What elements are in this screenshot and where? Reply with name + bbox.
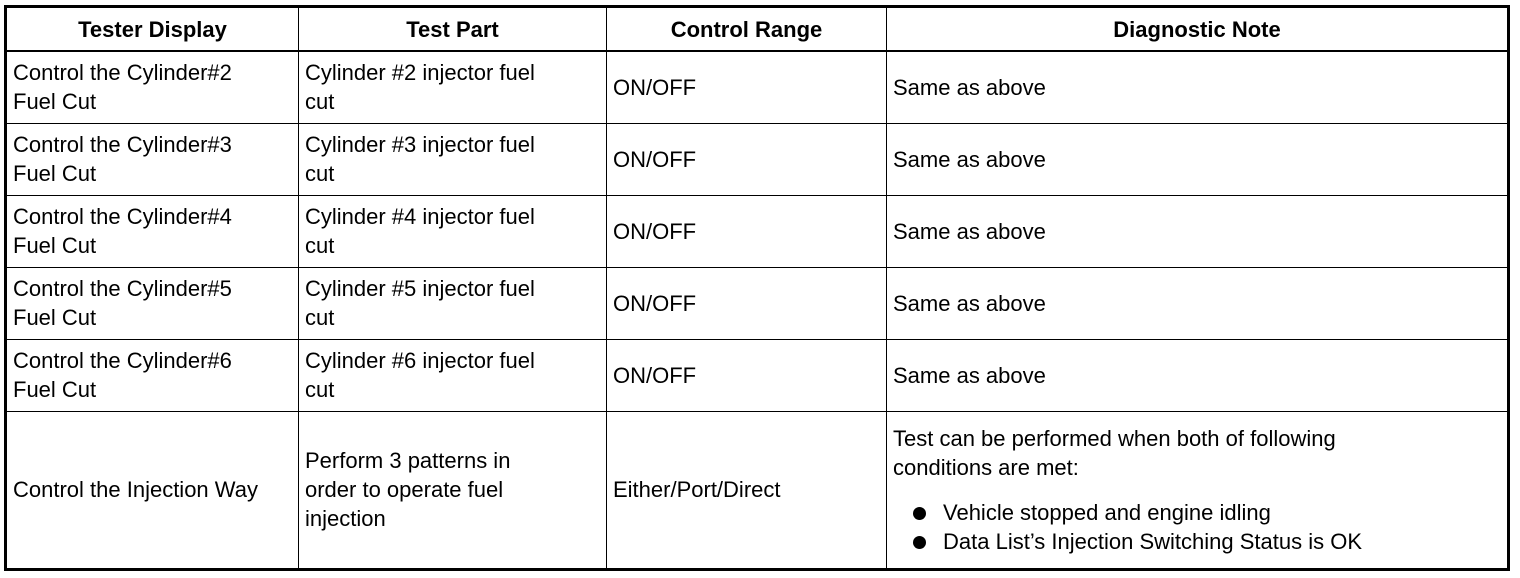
test-part-cell: [299, 195, 607, 267]
tester-display-cell: [6, 339, 299, 411]
active-test-table: [4, 5, 1510, 571]
test-part-line: order to operate fuel: [305, 477, 504, 502]
tester-display-line: Fuel Cut: [13, 305, 97, 330]
control-range-cell: ON/OFF: [607, 195, 887, 267]
diagnostic-note-cell: Same as above: [887, 267, 1509, 339]
list-item: [893, 498, 1501, 527]
test-part-line: cut: [305, 161, 335, 186]
test-part-cell: [299, 123, 607, 195]
test-part-line: Cylinder #3 injector fuel: [305, 132, 535, 157]
test-part-line: Cylinder #5 injector fuel: [305, 276, 535, 301]
diagnostic-note-cell: [887, 411, 1509, 569]
tester-display-line: Fuel Cut: [13, 233, 97, 258]
conditions-list: [893, 498, 1501, 556]
diagnostic-note-cell: Same as above: [887, 339, 1509, 411]
test-part-line: injection: [305, 506, 386, 531]
table-row: [6, 195, 1509, 267]
test-part-line: Cylinder #2 injector fuel: [305, 60, 535, 86]
test-part-line: Perform 3 patterns in: [305, 448, 511, 473]
test-part-line: Cylinder #4 injector fuel: [305, 204, 535, 229]
tester-display-line: Control the Cylinder#5: [13, 276, 232, 301]
test-part-cell: [299, 51, 607, 123]
tester-display-cell: [6, 267, 299, 339]
table-header-row: [6, 7, 1509, 52]
table-row: [6, 123, 1509, 195]
note-intro-line: conditions are met:: [893, 454, 1079, 480]
test-part-cell: [299, 339, 607, 411]
tester-display-cell: Control the Injection Way: [6, 411, 299, 569]
diagnostic-note-cell: Same as above: [887, 195, 1509, 267]
tester-display-line: Fuel Cut: [13, 161, 97, 186]
tester-display-line: Fuel Cut: [13, 377, 97, 402]
test-part-line: cut: [305, 233, 335, 258]
header-test-part: Test Part: [299, 7, 607, 52]
test-part-cell: [299, 411, 607, 569]
control-range-cell: ON/OFF: [607, 339, 887, 411]
control-range-cell: ON/OFF: [607, 267, 887, 339]
test-part-line: cut: [305, 377, 335, 402]
table-row: [6, 411, 1509, 569]
tester-display-line: Control the Cylinder#4: [13, 204, 232, 229]
bullet-icon: [913, 507, 926, 520]
header-control-range: Control Range: [607, 7, 887, 52]
table-row: [6, 267, 1509, 339]
note-intro-line: Test can be performed when both of following: [893, 425, 1336, 451]
tester-display-line: Control the Cylinder#2: [13, 60, 232, 86]
tester-display-line: Control the Cylinder#3: [13, 132, 232, 157]
diagnostic-note-cell: Same as above: [887, 51, 1509, 123]
test-part-line: cut: [305, 89, 335, 115]
control-range-cell: ON/OFF: [607, 123, 887, 195]
condition-text: Data List’s Injection Switching Status is OK: [943, 528, 1363, 554]
header-tester-display: Tester Display: [6, 7, 299, 52]
diagnostic-note-cell: Same as above: [887, 123, 1509, 195]
test-part-line: Cylinder #6 injector fuel: [305, 348, 535, 373]
table-row: [6, 339, 1509, 411]
tester-display-cell: [6, 51, 299, 123]
tester-display-cell: [6, 123, 299, 195]
test-part-cell: [299, 267, 607, 339]
test-part-line: cut: [305, 305, 335, 330]
condition-text: Vehicle stopped and engine idling: [943, 499, 1271, 525]
table-row: [6, 51, 1509, 123]
tester-display-line: Fuel Cut: [13, 89, 97, 115]
control-range-cell: ON/OFF: [607, 51, 887, 123]
bullet-icon: [913, 536, 926, 549]
tester-display-line: Control the Cylinder#6: [13, 348, 232, 373]
tester-display-cell: [6, 195, 299, 267]
control-range-cell: Either/Port/Direct: [607, 411, 887, 569]
list-item: [893, 527, 1501, 556]
header-diagnostic-note: Diagnostic Note: [887, 7, 1509, 52]
